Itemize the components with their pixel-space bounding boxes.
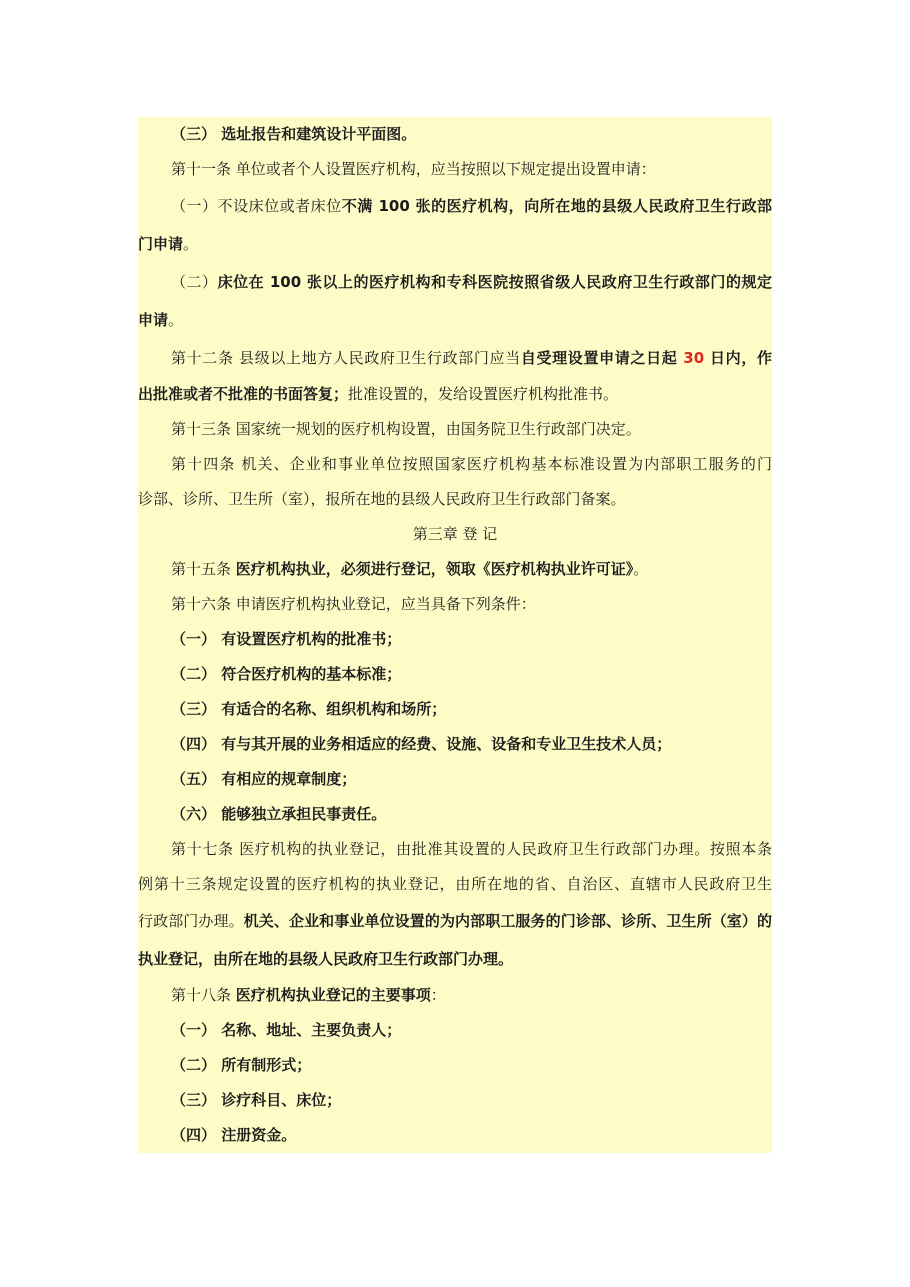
- article-17-cont-1: 例第十三条规定设置的医疗机构的执业登记，由所在地的省、自治区、直辖市人民政府卫生: [138, 875, 772, 893]
- article-14-cont: 诊部、诊所、卫生所（室），报所在地的县级人民政府卫生行政部门备案。: [138, 490, 626, 508]
- article-12: 第十二条 县级以上地方人民政府卫生行政部门应当自受理设置申请之日起 30 日内，作: [171, 349, 772, 367]
- deadline-days: 30: [683, 349, 705, 367]
- article-12-cont: 出批准或者不批准的书面答复；批准设置的，发给设置医疗机构批准书。: [138, 385, 619, 403]
- article-18-item-1: （一） 名称、地址、主要负责人；: [171, 1021, 402, 1039]
- article-18-item-4: （四） 注册资金。: [171, 1126, 297, 1144]
- article-16-item-4: （四） 有与其开展的业务相适应的经费、设施、设备和专业卫生技术人员；: [171, 735, 672, 753]
- article-18: 第十八条 医疗机构执业登记的主要事项：: [171, 986, 446, 1004]
- article-11-item-1-cont: 门申请。: [138, 235, 199, 253]
- article-16-item-5: （五） 有相应的规章制度；: [171, 770, 357, 788]
- article-17: 第十七条 医疗机构的执业登记，由批准其设置的人民政府卫生行政部门办理。按照本条: [171, 840, 772, 858]
- article-16-item-6: （六） 能够独立承担民事责任。: [171, 805, 387, 823]
- article-17-cont-3: 执业登记，由所在地的县级人民政府卫生行政部门办理。: [138, 950, 514, 968]
- article-15: 第十五条 医疗机构执业，必须进行登记，领取《医疗机构执业许可证》。: [171, 560, 649, 578]
- article-16-item-2: （二） 符合医疗机构的基本标准；: [171, 665, 402, 683]
- article-17-cont-2: 行政部门办理。机关、企业和事业单位设置的为内部职工服务的门诊部、诊所、卫生所（室）的: [138, 912, 772, 930]
- article-14: 第十四条 机关、企业和事业单位按照国家医疗机构基本标准设置为内部职工服务的门: [171, 455, 772, 473]
- article-18-item-2: （二） 所有制形式；: [171, 1056, 312, 1074]
- chapter-3-heading: 第三章 登 记: [412, 525, 498, 543]
- article-11-item-1: （一）不设床位或者床位不满 100 张的医疗机构，向所在地的县级人民政府卫生行政部: [171, 197, 772, 215]
- article-16-item-3: （三） 有适合的名称、组织机构和场所；: [171, 700, 447, 718]
- item-site-report: （三） 选址报告和建筑设计平面图。: [171, 125, 417, 143]
- article-11-item-2-cont: 申请。: [138, 311, 184, 329]
- article-11-item-2: （二）床位在 100 张以上的医疗机构和专科医院按照省级人民政府卫生行政部门的规定: [171, 273, 772, 291]
- article-18-item-3: （三） 诊疗科目、床位；: [171, 1091, 342, 1109]
- article-13: 第十三条 国家统一规划的医疗机构设置，由国务院卫生行政部门决定。: [171, 420, 641, 438]
- article-16-item-1: （一） 有设置医疗机构的批准书；: [171, 630, 402, 648]
- article-11: 第十一条 单位或者个人设置医疗机构，应当按照以下规定提出设置申请：: [171, 160, 656, 178]
- article-16: 第十六条 申请医疗机构执业登记，应当具备下列条件：: [171, 595, 536, 613]
- document-text-block: [138, 117, 772, 1153]
